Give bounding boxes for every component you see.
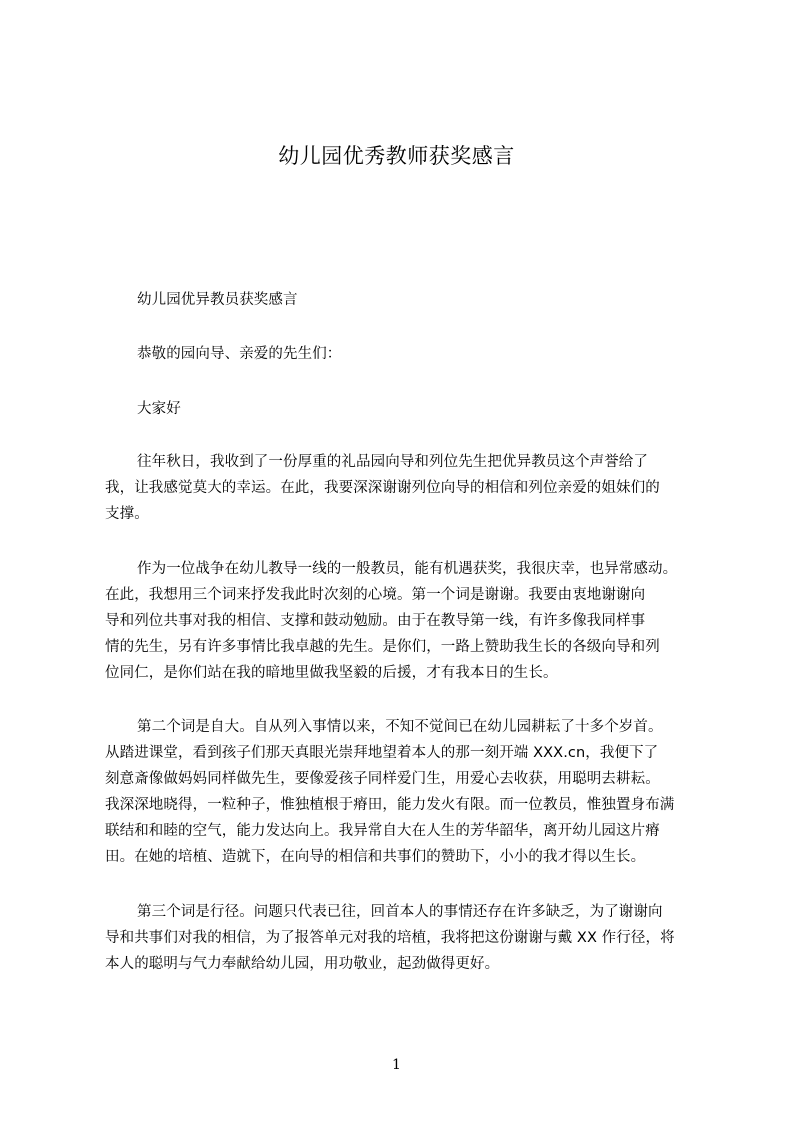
paragraph-3-line-3: 刻意斎像做妈妈同样做先生，要像爱孩子同样爱门生，用爱心去收获，用聪明去耕耘。 bbox=[105, 771, 660, 787]
paragraph-2-line-4: 情的先生，另有许多事情比我卓越的先生。是你们，一路上赞助我生长的各级向导和列 bbox=[105, 639, 660, 655]
document-title: 幼儿园优秀教师获奖感言 bbox=[278, 144, 515, 168]
paragraph-1-line-2: 我，让我感觉莫大的幸运。在此，我要深深谢谢列位向导的相信和列位亲爱的姐妹们的 bbox=[105, 480, 660, 496]
paragraph-1-line-3: 支撑。 bbox=[105, 506, 149, 522]
paragraph-3-line-1: 第二个词是自大。自从列入事情以来，不知不觉间已在幼儿园耕耘了十多个岁首。 bbox=[137, 719, 663, 735]
paragraph-2-line-5: 位同仁，是你们站在我的暗地里做我坚毅的后援，才有我本日的生长。 bbox=[105, 665, 558, 681]
paragraph-4-line-1: 第三个词是行径。问题只代表已往，回首本人的事情还存在许多缺乏，为了谢谢向 bbox=[137, 904, 663, 920]
paragraph-2-line-3: 导和列位共事对我的相信、支撑和鼓动勉励。由于在教导第一线，有许多像我同样事 bbox=[105, 613, 646, 629]
subtitle-line: 幼儿园优异教员获奖感言 bbox=[137, 292, 298, 308]
paragraph-3-line-5: 联结和和睦的空气，能力发达向上。我异常自大在人生的芳华韶华，离开幼儿园这片瘠 bbox=[105, 823, 660, 839]
page-number: 1 bbox=[392, 1057, 401, 1073]
paragraph-4-line-2: 导和共事们对我的相信，为了报答单元对我的培植，我将把这份谢谢与戴 XX 作行径，将 bbox=[105, 930, 675, 946]
paragraph-1-line-1: 往年秋日，我收到了一份厚重的礼品园向导和列位先生把优异教员这个声誉给了 bbox=[137, 454, 648, 470]
salutation-line: 恭敬的园向导、亲爱的先生们： bbox=[137, 346, 342, 362]
paragraph-3-line-2: 从踏进课堂，看到孩子们那天真眼光崇拜地望着本人的那一刻开端 XXX.cn，我便下了 bbox=[105, 745, 659, 761]
paragraph-3-line-4: 我深深地晓得，一粒种子，惟独植根于瘠田，能力发火有限。而一位教员，惟独置身布满 bbox=[105, 797, 675, 813]
greeting-line: 大家好 bbox=[137, 401, 181, 417]
paragraph-3-line-6: 田。在她的培植、造就下，在向导的相信和共事们的赞助下，小小的我才得以生长。 bbox=[105, 849, 646, 865]
paragraph-2-line-2: 在此，我想用三个词来抒发我此时次刻的心境。第一个词是谢谢。我要由衷地谢谢向 bbox=[105, 587, 646, 603]
paragraph-2-line-1: 作为一位战争在幼儿教导一线的一般教员，能有机遇获奖，我很庆幸，也异常感动。 bbox=[137, 561, 678, 577]
paragraph-4-line-3: 本人的聪明与气力奉献给幼儿园，用功敬业，起劲做得更好。 bbox=[105, 956, 500, 972]
